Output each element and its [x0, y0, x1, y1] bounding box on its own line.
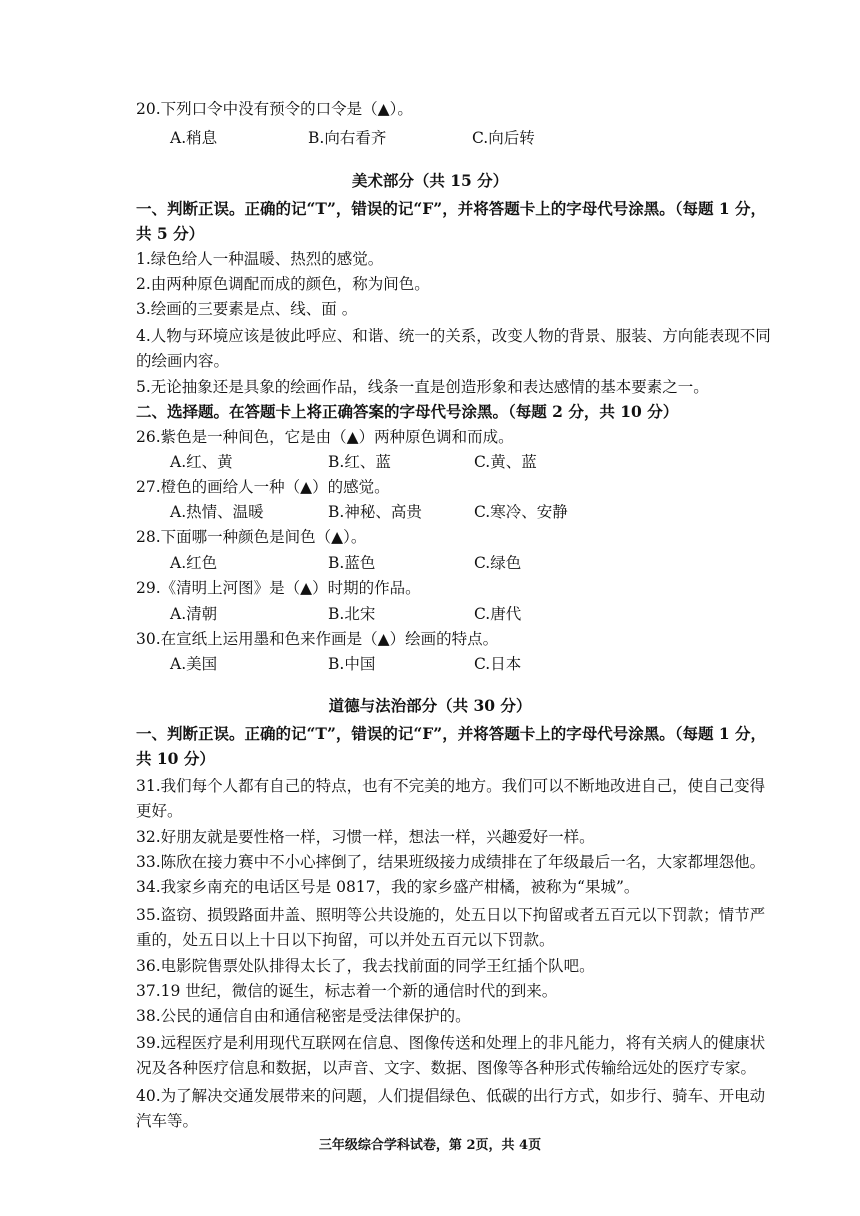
- question-26-option-c: C.黄、蓝: [474, 453, 537, 471]
- art-section-title: 美术部分（共 15 分）: [351, 171, 509, 190]
- question-38: 38.公民的通信自由和通信秘密是受法律保护的。: [136, 1007, 471, 1025]
- question-30-option-a: A.美国: [170, 655, 218, 673]
- question-27-stem: 27.橙色的画给人一种（▲）的感觉。: [136, 478, 390, 496]
- morality-part1-header: 一、判断正误。正确的记“T”，错误的记“F”，并将答题卡上的字母代号涂黑。（每题 1 分，共 10 分）: [136, 724, 767, 768]
- question-32: 32.好朋友就是要性格一样，习惯一样，想法一样，兴趣爱好一样。: [136, 828, 595, 846]
- question-27-option-b: B.神秘、高贵: [328, 503, 422, 521]
- question-30-option-c: C.日本: [474, 655, 522, 673]
- question-26-option-b: B.红、蓝: [328, 453, 391, 471]
- question-39: 39.远程医疗是利用现代互联网在信息、图像传送和处理上的非凡能力，将有关病人的健康状况及各种医疗信息和数据，以声音、文字、数据、图像等各种形式传输给远处的医疗专家。: [136, 1034, 766, 1077]
- question-40: 40.为了解决交通发展带来的问题，人们提倡绿色、低碳的出行方式，如步行、骑车、开电动汽车等。: [136, 1087, 766, 1130]
- question-20-option-c: C.向后转: [472, 129, 535, 147]
- art-item-1: 1.绿色给人一种温暖、热烈的感觉。: [136, 250, 384, 268]
- question-36: 36.电影院售票处队排得太长了，我去找前面的同学王红插个队吧。: [136, 957, 595, 975]
- question-27-option-a: A.热情、温暖: [170, 503, 264, 521]
- page-footer: 三年级综合学科试卷，第 2页，共 4页: [318, 1138, 542, 1153]
- question-27-option-c: C.寒冷、安静: [474, 503, 568, 521]
- question-37: 37.19 世纪，微信的诞生，标志着一个新的通信时代的到来。: [136, 982, 558, 1000]
- art-item-5: 5.无论抽象还是具象的绘画作品，线条一直是创造形象和表达感情的基本要素之一。: [136, 378, 709, 396]
- question-29-stem: 29.《清明上河图》是（▲）时期的作品。: [136, 579, 421, 597]
- art-item-3: 3.绘画的三要素是点、线、面 。: [136, 300, 358, 318]
- question-30-stem: 30.在宣纸上运用墨和色来作画是（▲）绘画的特点。: [136, 630, 499, 648]
- question-28-option-c: C.绿色: [474, 554, 522, 572]
- question-29-option-b: B.北宋: [328, 605, 376, 623]
- question-26-stem: 26.紫色是一种间色，它是由（▲）两种原色调和而成。: [136, 428, 514, 446]
- art-part2-header: 二、选择题。在答题卡上将正确答案的字母代号涂黑。（每题 2 分，共 10 分）: [136, 402, 679, 421]
- question-28-option-b: B.蓝色: [328, 554, 376, 572]
- question-33: 33.陈欣在接力赛中不小心摔倒了，结果班级接力成绩排在了年级最后一名，大家都埋怨他。: [136, 853, 766, 871]
- question-29-option-a: A.清朝: [170, 605, 218, 623]
- art-part1-header: 一、判断正误。正确的记“T”，错误的记“F”，并将答题卡上的字母代号涂黑。（每题 1 分，共 5 分）: [136, 199, 767, 243]
- question-35: 35.盗窃、损毁路面井盖、照明等公共设施的，处五日以下拘留或者五百元以下罚款；情节严重的，处五日以上十日以下拘留，可以并处五百元以下罚款。: [136, 906, 766, 949]
- art-item-4: 4.人物与环境应该是彼此呼应、和谐、统一的关系，改变人物的背景、服装、方向能表现不同的绘画内容。: [136, 327, 771, 370]
- morality-section-title: 道德与法治部分（共 30 分）: [328, 696, 532, 715]
- question-30-option-b: B.中国: [328, 655, 376, 673]
- question-29-option-c: C.唐代: [474, 605, 522, 623]
- question-34: 34.我家乡南充的电话区号是 0817，我的家乡盛产柑橘，被称为“果城”。: [136, 878, 640, 896]
- question-28-stem: 28.下面哪一种颜色是间色（▲）。: [136, 528, 367, 546]
- question-20-stem: 20.下列口令中没有预令的口令是（▲）。: [136, 100, 413, 118]
- question-31: 31.我们每个人都有自己的特点，也有不完美的地方。我们可以不断地改进自己，使自己变得更好。: [136, 777, 766, 820]
- question-26-option-a: A.红、黄: [170, 453, 233, 471]
- art-item-2: 2.由两种原色调配而成的颜色，称为间色。: [136, 275, 430, 293]
- question-20-option-a: A.稍息: [170, 129, 218, 147]
- question-28-option-a: A.红色: [170, 554, 218, 572]
- question-20-option-b: B.向右看齐: [308, 129, 387, 147]
